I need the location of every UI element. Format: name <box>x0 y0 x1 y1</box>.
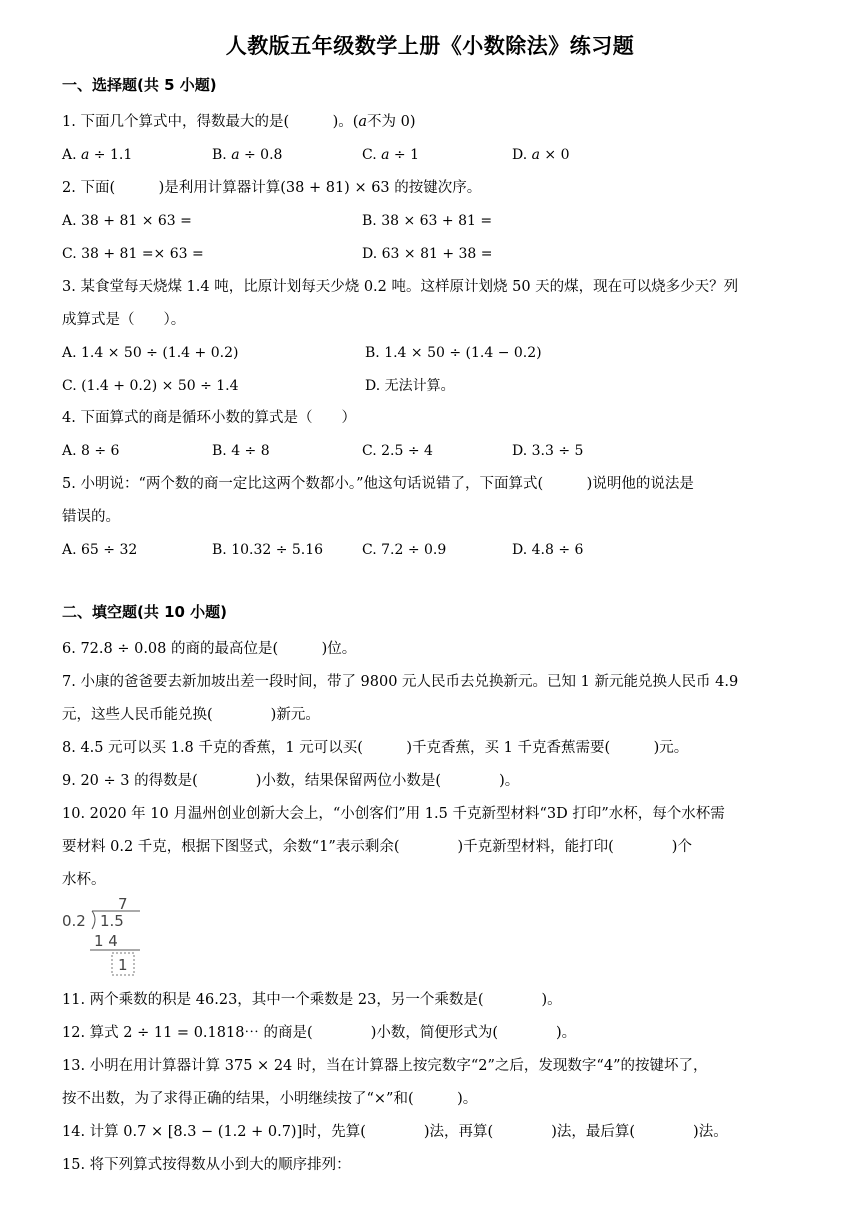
q2-option-b: B. 38 × 63 + 81 = <box>362 213 493 229</box>
question-8: 8. 4.5 元可以买 1.8 千克的香蕉，1 元可以买( )千克香蕉，买 1 千克香蕉需要( )元。 <box>62 740 689 756</box>
page-title: 人教版五年级数学上册《小数除法》练习题 <box>225 34 635 58</box>
question-15: 15. 将下列算式按得数从小到大的顺序排列： <box>62 1157 351 1173</box>
question-9: 9. 20 ÷ 3 的得数是( )小数，结果保留两位小数是( )。 <box>62 773 520 789</box>
question-6: 6. 72.8 ÷ 0.08 的商的最高位是( )位。 <box>62 641 357 657</box>
question-2: 2. 下面( )是利用计算器计算(38 + 81) × 63 的按键次序。 <box>62 180 482 196</box>
q3-option-a: A. 1.4 × 50 ÷ (1.4 + 0.2) <box>62 345 239 361</box>
question-5-line2: 错误的。 <box>62 509 120 525</box>
q1-option-b: B. 𝑎 ÷ 0.8 <box>212 147 283 163</box>
division-bracket <box>92 911 95 929</box>
question-3-line1: 3. 某食堂每天烧煤 1.4 吨，比原计划每天少烧 0.2 吨。这样原计划烧 50 天的煤，现在可以烧多少天？列 <box>62 279 739 295</box>
question-10-line1: 10. 2020 年 10 月温州创业创新大会上，“小创客们”用 1.5 千克新型材料“3D 打印”水杯，每个水杯需 <box>62 806 725 822</box>
q5-option-c: C. 7.2 ÷ 0.9 <box>362 542 447 558</box>
question-7-line2: 元，这些人民币能兑换( )新元。 <box>62 707 320 723</box>
question-4: 4. 下面算式的商是循环小数的算式是（ ） <box>62 410 356 426</box>
q2-option-d: D. 63 × 81 + 38 = <box>362 246 493 262</box>
question-14: 14. 计算 0.7 × [8.3 − (1.2 + 0.7)]时，先算( )法，再算( )法，最后算( )法。 <box>62 1124 728 1140</box>
q4-option-b: B. 4 ÷ 8 <box>212 443 270 459</box>
partial-product: 1 4 <box>94 932 118 950</box>
section-heading-choice: 一、选择题(共 5 小题) <box>62 76 217 94</box>
question-1: 1. 下面几个算式中，得数最大的是( )。(𝑎不为 0) <box>62 114 416 130</box>
quotient-digit: 7 <box>118 895 128 913</box>
q1-option-a: A. 𝑎 ÷ 1.1 <box>62 147 133 163</box>
question-5-line1: 5. 小明说：“两个数的商一定比这两个数都小。”他这句话说错了，下面算式( )说明他的说法是 <box>62 476 694 492</box>
q5-option-a: A. 65 ÷ 32 <box>62 542 138 558</box>
q3-option-b: B. 1.4 × 50 ÷ (1.4 − 0.2) <box>365 345 542 361</box>
question-11: 11. 两个乘数的积是 46.23，其中一个乘数是 23，另一个乘数是( )。 <box>62 992 562 1008</box>
q3-option-c: C. (1.4 + 0.2) × 50 ÷ 1.4 <box>62 378 239 394</box>
long-division-figure <box>62 895 152 977</box>
remainder: 1 <box>118 956 128 974</box>
q2-option-c: C. 38 + 81 =× 63 = <box>62 246 204 262</box>
section-heading-fill: 二、填空题(共 10 小题) <box>62 603 228 621</box>
question-3-line2: 成算式是（ ）。 <box>62 312 186 328</box>
q2-option-a: A. 38 + 81 × 63 = <box>62 213 192 229</box>
question-7-line1: 7. 小康的爸爸要去新加坡出差一段时间，带了 9800 元人民币去兑换新元。已知 1 新元能兑换人民币 4.9 <box>62 674 739 690</box>
dividend: 1.5 <box>100 912 124 930</box>
q4-option-d: D. 3.3 ÷ 5 <box>512 443 584 459</box>
q5-option-b: B. 10.32 ÷ 5.16 <box>212 542 324 558</box>
q4-option-a: A. 8 ÷ 6 <box>62 443 120 459</box>
q4-option-c: C. 2.5 ÷ 4 <box>362 443 433 459</box>
q5-option-d: D. 4.8 ÷ 6 <box>512 542 584 558</box>
question-12: 12. 算式 2 ÷ 11 = 0.1818⋯ 的商是( )小数，简便形式为( )。 <box>62 1025 577 1041</box>
q1-option-d: D. 𝑎 × 0 <box>512 147 570 163</box>
q3-option-d: D. 无法计算。 <box>365 378 455 394</box>
question-10-line3: 水杯。 <box>62 872 106 888</box>
q1-option-c: C. 𝑎 ÷ 1 <box>362 147 419 163</box>
question-10-line2: 要材料 0.2 千克，根据下图竖式，余数“1”表示剩余( )千克新型材料，能打印( )个 <box>62 839 692 855</box>
question-13-line2: 按不出数，为了求得正确的结果，小明继续按了“×”和( )。 <box>62 1091 478 1107</box>
question-13-line1: 13. 小明在用计算器计算 375 × 24 时，当在计算器上按完数字“2”之后，发现数字“4”的按键坏了， <box>62 1058 708 1074</box>
divisor: 0.2 <box>62 912 86 930</box>
